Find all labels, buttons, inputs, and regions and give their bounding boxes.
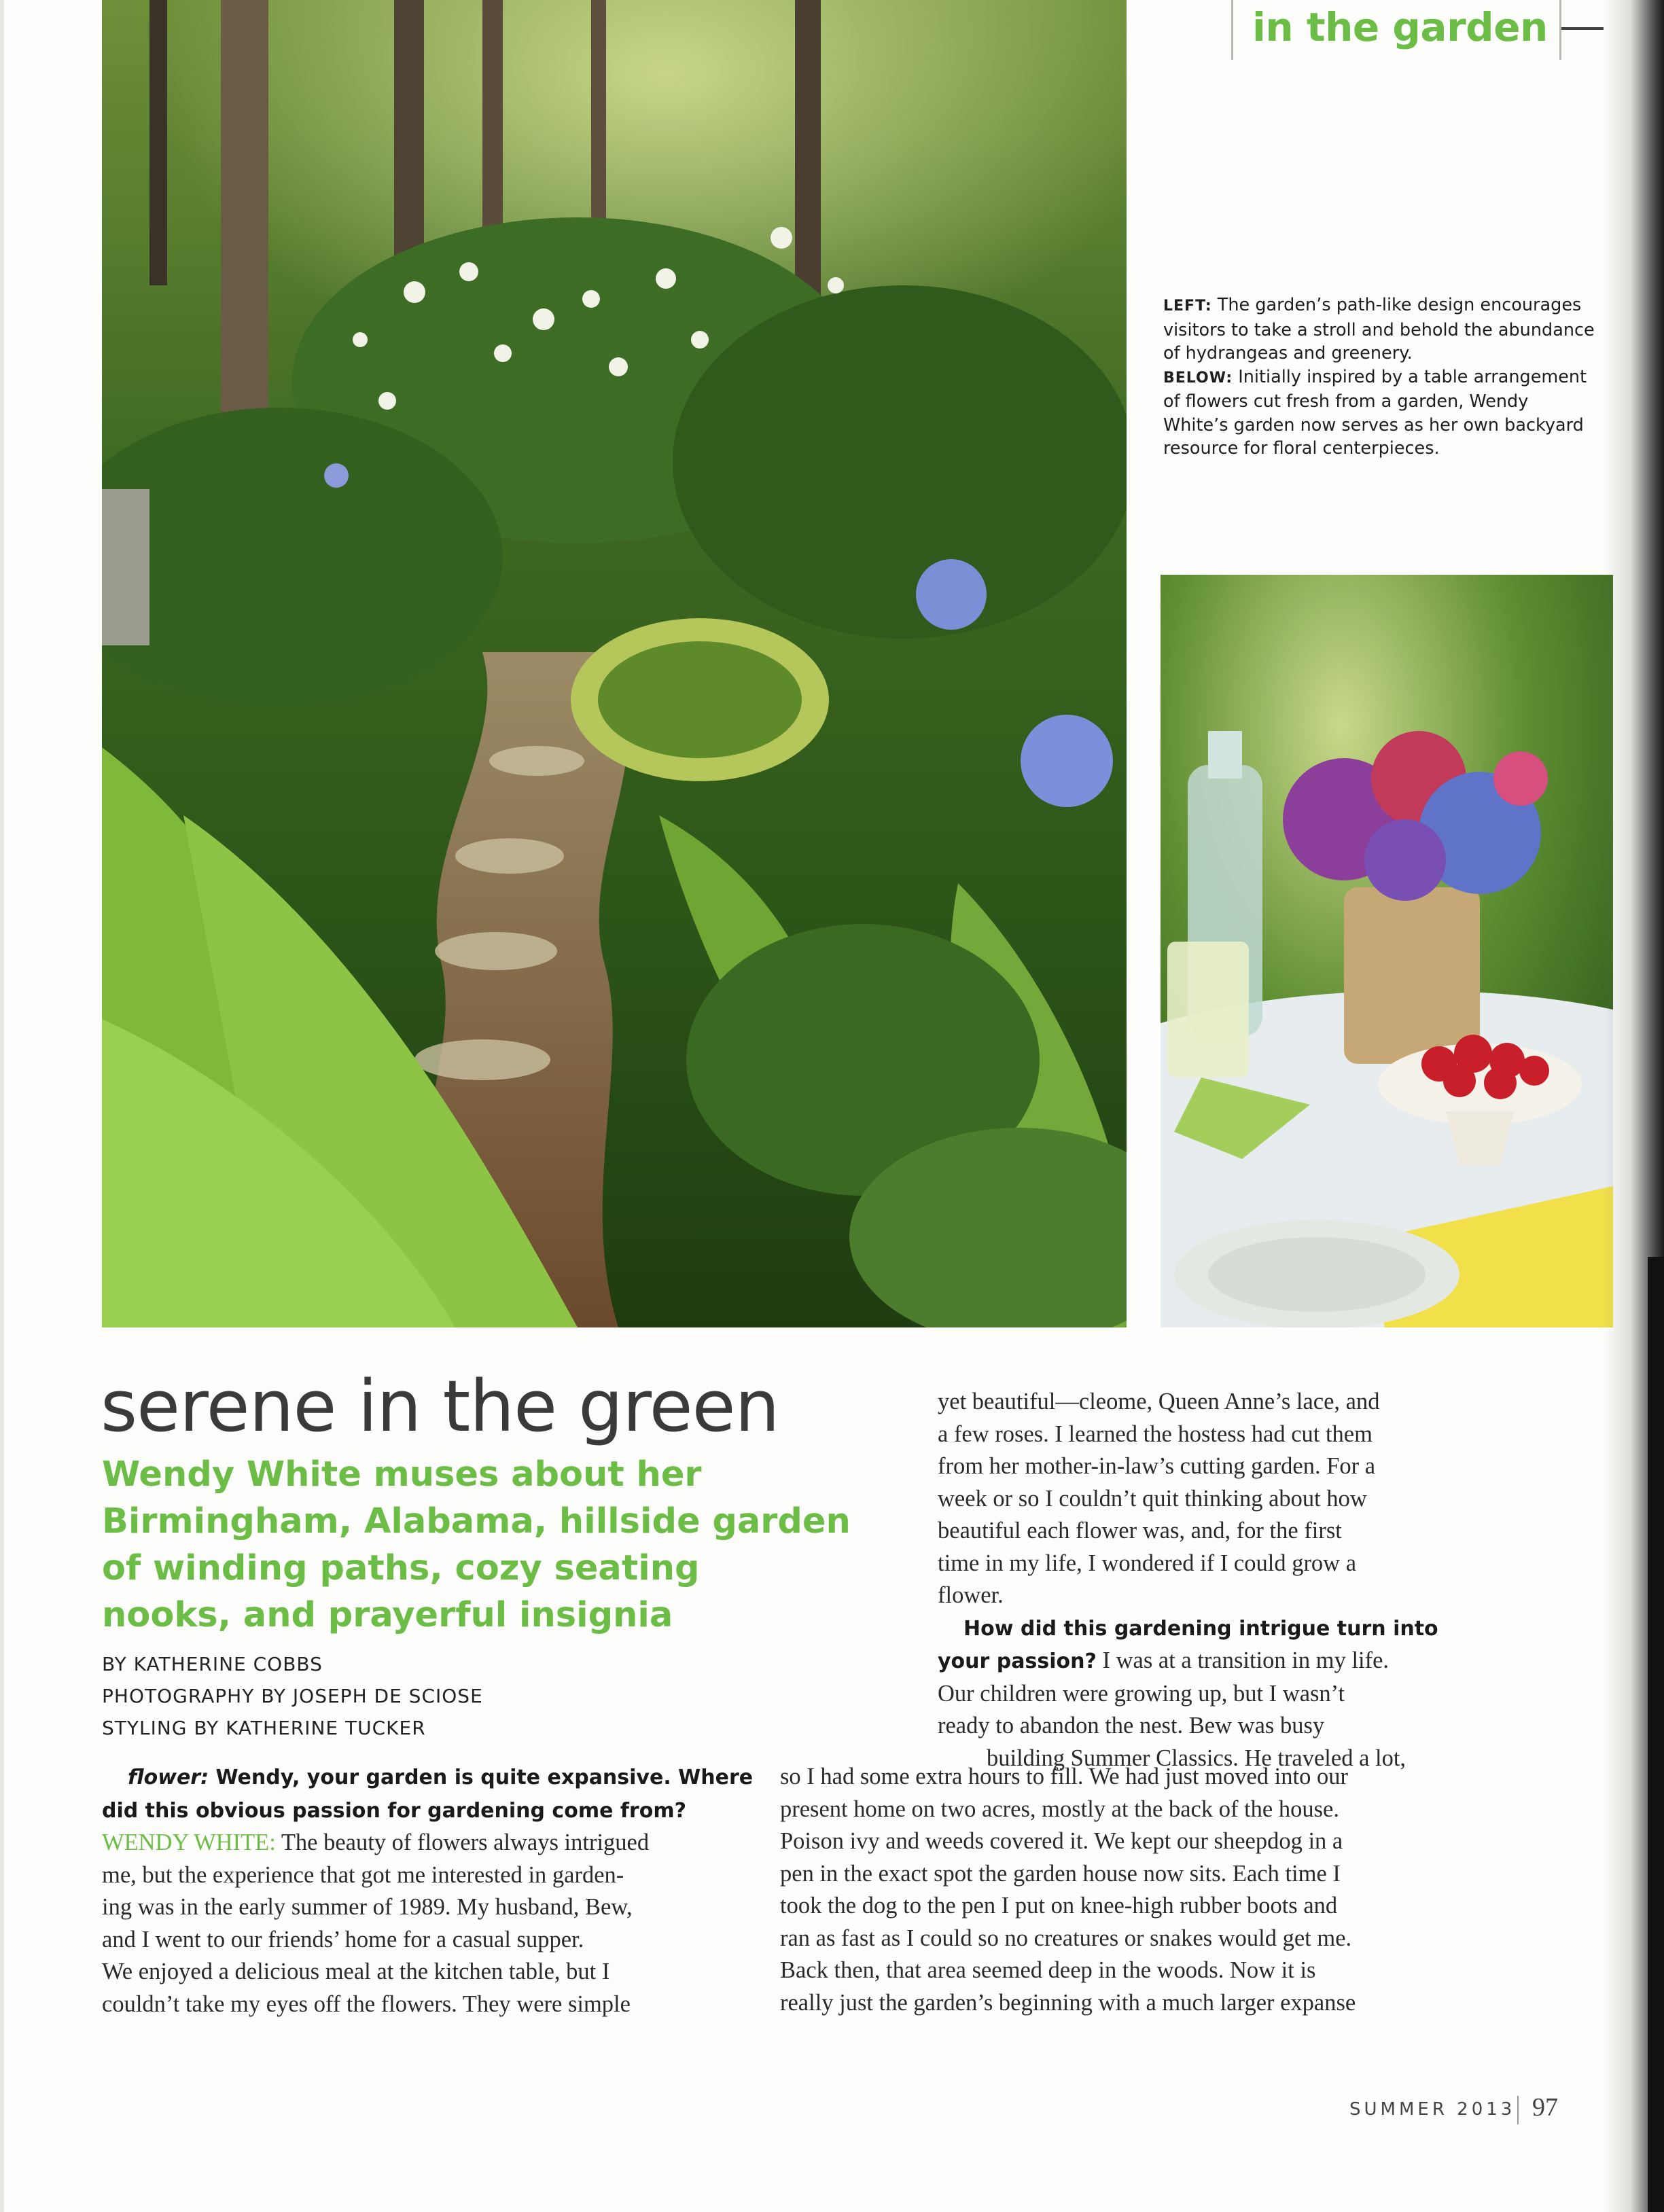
body-line: We enjoyed a delicious meal at the kitchen table, but I (102, 1959, 610, 1984)
body-line: pen in the exact spot the garden house now sits. Each time I (780, 1860, 1341, 1887)
subhead-line: nooks, and prayerful insignia (102, 1595, 673, 1635)
subhead-line: Wendy White muses about her (102, 1455, 702, 1495)
body-line: ready to abandon the nest. Bew was busy (938, 1713, 1325, 1738)
table-arrangement-photo (1161, 575, 1613, 1327)
question-line (102, 1794, 753, 1827)
body-column-left (102, 1761, 753, 2020)
body-line: and I went to our friends’ home for a casual supper. (102, 1926, 584, 1952)
body-line: took the dog to the pen I put on knee-high rubber boots and (780, 1893, 1338, 1919)
caption-below-text: Initially inspired by a table arrangement of flowers cut fresh from a garden, Wendy White’s garden now serves as her own backyard resource for floral centerpieces. (1163, 366, 1587, 459)
caption-left-tag: LEFT: (1163, 298, 1212, 315)
body-line: yet beautiful—cleome, Queen Anne’s lace, and (938, 1389, 1380, 1414)
body-line: a few roses. I learned the hostess had cut them (938, 1421, 1373, 1447)
garden-path-photo (102, 0, 1127, 1327)
interview-question: How did this gardening intrigue turn into (963, 1616, 1438, 1641)
body-line: time in my life, I wondered if I could grow a (938, 1550, 1357, 1576)
photo-caption (1163, 293, 1598, 461)
styling-credit: STYLING BY KATHERINE TUCKER (102, 1717, 426, 1739)
speaker-name: WENDY WHITE: (102, 1830, 276, 1855)
subhead-line: of winding paths, cozy seating (102, 1548, 700, 1588)
article-credits (102, 1648, 483, 1744)
byline: BY KATHERINE COBBS (102, 1653, 323, 1675)
caption-left-text: The garden’s path-like design encourages visitors to take a stroll and behold the abundance of hydrangeas and greenery. (1163, 295, 1595, 363)
interview-question: your passion? (938, 1649, 1097, 1673)
body-line: ing was in the early summer of 1989. My husband, Bew, (102, 1894, 633, 1920)
binding-edge (1648, 1257, 1664, 2212)
article-headline: serene in the green (101, 1365, 779, 1448)
body-line: from her mother-in-law’s cutting garden. For a (938, 1453, 1376, 1479)
caption-below-tag: BELOW: (1163, 369, 1233, 387)
body-line: Our children were growing up, but I wasn’t (938, 1680, 1345, 1707)
section-header (1231, 0, 1561, 60)
interview-question: Wendy, your garden is quite expansive. Where (209, 1766, 754, 1789)
body-line: Poison ivy and weeds covered it. We kept our sheepdog in a (780, 1828, 1343, 1854)
body-line: present home on two acres, mostly at the back of the house. (780, 1796, 1339, 1822)
question-line (102, 1761, 753, 1794)
answer-text: The beauty of flowers always intrigued (275, 1830, 650, 1855)
article-subhead (102, 1451, 904, 1639)
page-edge (0, 0, 4, 2212)
body-line: me, but the experience that got me interested in garden- (102, 1861, 624, 1888)
issue-label: SUMMER 2013 (1349, 2099, 1516, 2120)
body-line: so I had some extra hours to fill. We had just moved into our (780, 1764, 1348, 1789)
page-number: 97 (1532, 2093, 1558, 2122)
photo-credit: PHOTOGRAPHY BY JOSEPH DE SCIOSE (102, 1685, 483, 1707)
body-line: beautiful each flower was, and, for the first (938, 1518, 1342, 1544)
body-line: ran as fast as I could so no creatures or snakes would get me. (780, 1925, 1352, 1951)
body-column-right-lower (780, 1761, 1356, 2019)
section-rule (1561, 27, 1604, 30)
section-label: in the garden (1252, 4, 1548, 50)
body-line: really just the garden’s beginning with a much larger expanse (780, 1989, 1356, 2016)
body-column-right-upper (938, 1386, 1438, 1774)
body-line: week or so I couldn’t quit thinking about how (938, 1485, 1367, 1512)
footer-divider (1517, 2096, 1519, 2124)
body-line: flower. (938, 1582, 1004, 1608)
subhead-line: Birmingham, Alabama, hillside garden (102, 1501, 851, 1541)
body-line: couldn’t take my eyes off the flowers. They were simple (102, 1991, 631, 2017)
magazine-name: flower: (128, 1766, 209, 1789)
body-line: Back then, that area seemed deep in the woods. Now it is (780, 1957, 1316, 1983)
body-line: building Summer Classics. He traveled a lot, (987, 1745, 1406, 1771)
interview-question: did this obvious passion for gardening come from? (102, 1798, 686, 1823)
question-line (938, 1612, 1438, 1645)
answer-line (102, 1827, 753, 1859)
answer-text: I was at a transition in my life. (1096, 1647, 1389, 1673)
question-answer-line (938, 1645, 1438, 1678)
